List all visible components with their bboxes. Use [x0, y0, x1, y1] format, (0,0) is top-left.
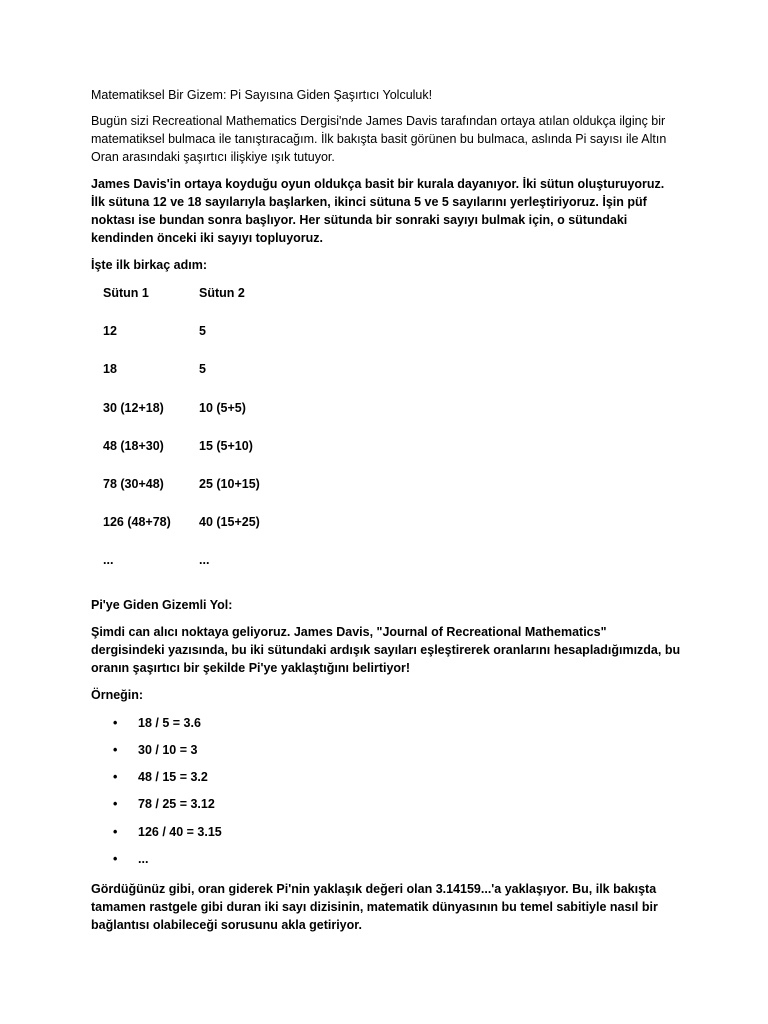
list-item-text: 78 / 25 = 3.12	[138, 797, 215, 812]
table-cell: ...	[103, 553, 114, 568]
table-cell: 12	[103, 324, 117, 339]
list-item-text: ...	[138, 851, 149, 866]
table-row	[103, 515, 681, 553]
list-item	[91, 795, 681, 822]
table-cell: 5	[199, 362, 206, 377]
intro-paragraph: Bugün sizi Recreational Mathematics Dergisi'nde James Davis tarafından ortaya atılan oldukça ilginç bir matematiksel bulmaca ile tanıştıracağım. İlk bakışta basit görünen bu bulmaca, aslında Pi sayısı ile Altın Oran arasındaki şaşırtıcı ilişkiye ışık tutuyor.	[91, 114, 667, 164]
explanation-paragraph: Şimdi can alıcı noktaya geliyoruz. James Davis, "Journal of Recreational Mathematics" dergisindeki yazısında, bu iki sütundaki ardışık sayıları eşleştirerek oranlarını hesapladığımızda, bu oranın şaşırtıcı bir şekilde Pi'ye yaklaştığını belirtiyor!	[91, 624, 681, 675]
table-cell: 126 (48+78)	[103, 515, 171, 530]
example-label: Örneğin:	[91, 687, 144, 702]
list-item	[91, 768, 681, 795]
bullet-icon: •	[113, 742, 118, 757]
list-item-text: 126 / 40 = 3.15	[138, 824, 222, 839]
table-row	[103, 401, 681, 439]
table-header-column-2: Sütun 2	[199, 286, 245, 300]
table-cell: 25 (10+15)	[199, 476, 260, 491]
table-cell: ...	[199, 553, 210, 568]
table-cell: 78 (30+48)	[103, 476, 164, 491]
table-cell: 40 (15+25)	[199, 515, 260, 530]
table-row	[103, 439, 681, 477]
table-row	[103, 362, 681, 400]
table-header-column-1: Sütun 1	[103, 286, 149, 300]
table-cell: 18	[103, 362, 117, 377]
list-item-text: 18 / 5 = 3.6	[138, 715, 201, 730]
table-cell: 10 (5+5)	[199, 400, 246, 415]
conclusion-paragraph: Gördüğünüz gibi, oran giderek Pi'nin yaklaşık değeri olan 3.14159...'a yaklaşıyor. Bu, ilk bakışta tamamen rastgele gibi duran iki sayı dizisinin, matematik dünyasının bu temel sabitiyle nasıl bir bağlantısı olabileceği sorusunu akla getiriyor.	[91, 882, 658, 933]
table-cell: 15 (5+10)	[199, 438, 253, 453]
table-header-row	[103, 286, 681, 324]
article-title: Matematiksel Bir Gizem: Pi Sayısına Giden Şaşırtıcı Yolculuk!	[91, 88, 433, 102]
list-item	[91, 823, 681, 850]
table-row	[103, 477, 681, 515]
columns-table	[103, 286, 681, 592]
bullet-icon: •	[113, 715, 118, 730]
table-cell: 30 (12+18)	[103, 400, 164, 415]
section-heading: Pi'ye Giden Gizemli Yol:	[91, 597, 233, 612]
rules-paragraph: James Davis'in ortaya koyduğu oyun oldukça basit bir kurala dayanıyor. İki sütun oluşturuyoruz. İlk sütuna 12 ve 18 sayılarıyla başlarken, ikinci sütuna 5 ve 5 sayılarını yerleştiriyoruz. İşin püf noktası ise bundan sonra başlıyor. Her sütunda bir sonraki sayıyı bulmak için, o sütundaki kendinden önceki iki sayıyı topluyoruz.	[91, 177, 665, 245]
bullet-icon: •	[113, 851, 118, 866]
list-item	[91, 714, 681, 741]
bullet-icon: •	[113, 797, 118, 812]
list-item-text: 30 / 10 = 3	[138, 742, 198, 757]
bullet-icon: •	[113, 770, 118, 785]
steps-label: İşte ilk birkaç adım:	[91, 258, 208, 272]
document-body	[91, 86, 681, 934]
examples-list	[91, 714, 681, 878]
bullet-icon: •	[113, 824, 118, 839]
table-cell: 48 (18+30)	[103, 438, 164, 453]
table-row	[103, 553, 681, 591]
table-row	[103, 324, 681, 362]
table-cell: 5	[199, 324, 206, 339]
list-item	[91, 741, 681, 768]
list-item-text: 48 / 15 = 3.2	[138, 770, 208, 785]
list-item	[91, 850, 681, 877]
